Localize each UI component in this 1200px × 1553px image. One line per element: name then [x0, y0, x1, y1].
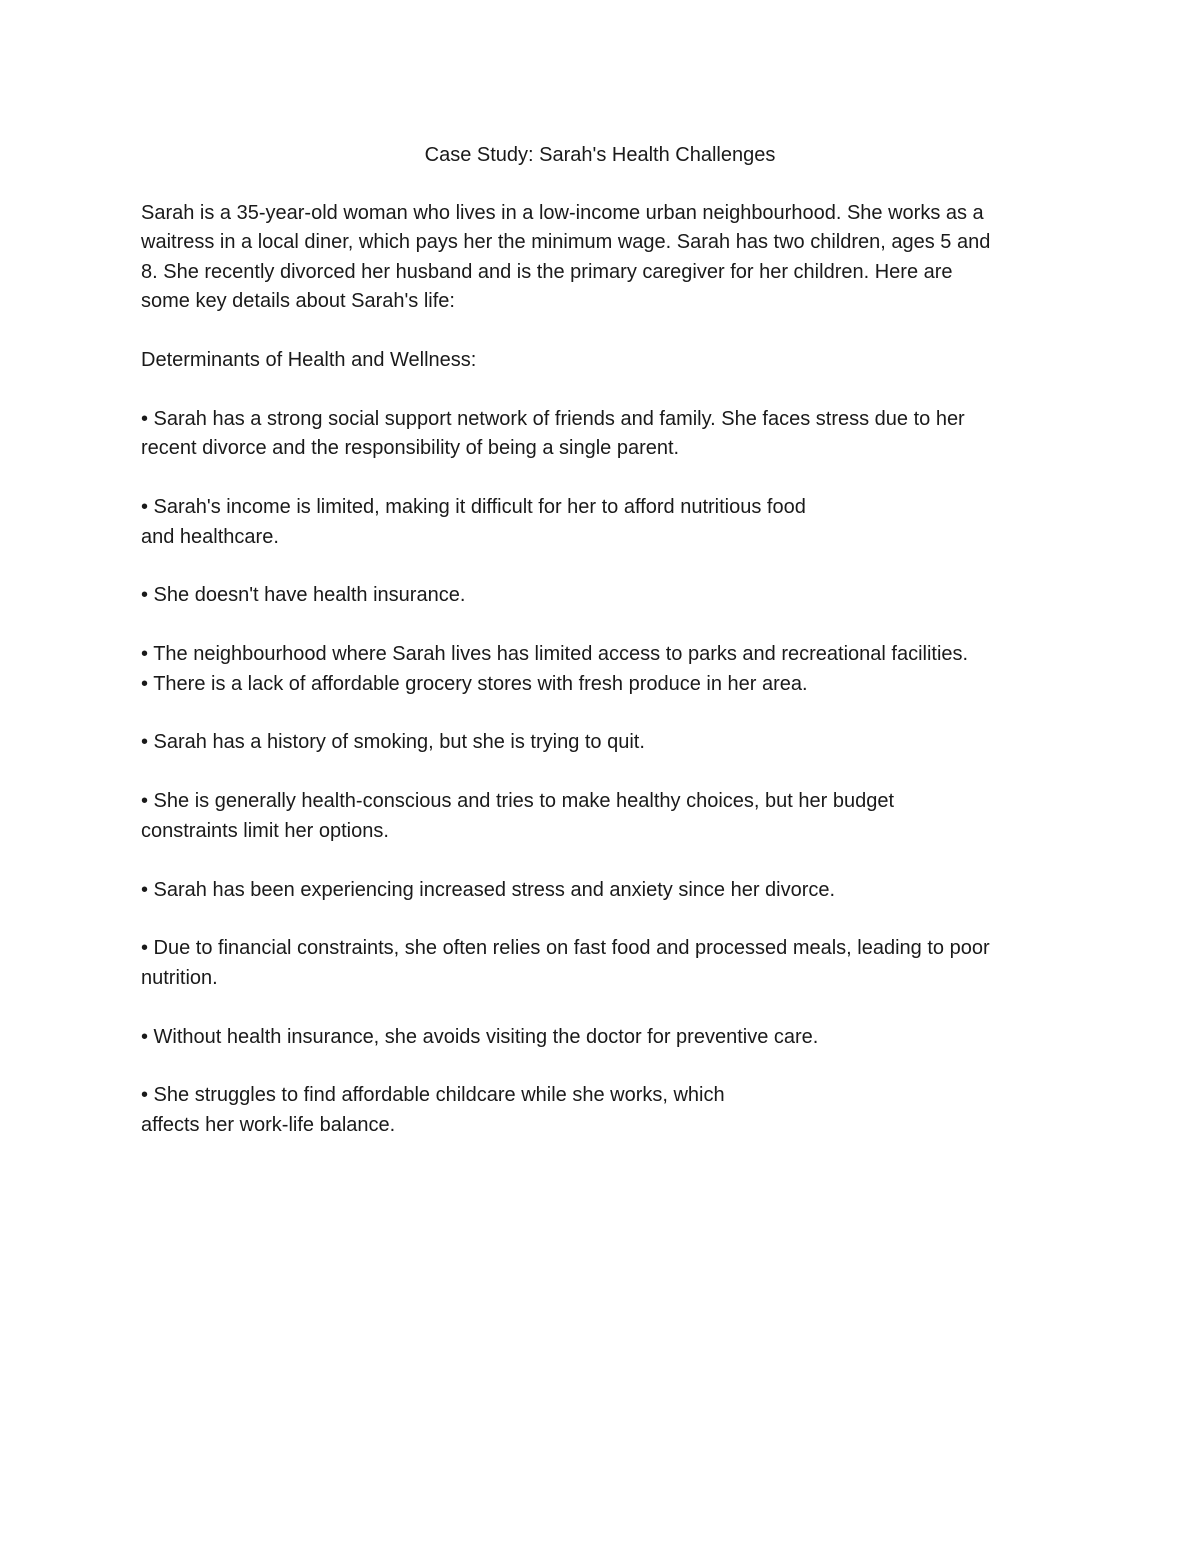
intro-line: some key details about Sarah's life:: [141, 290, 455, 312]
bullet-line: • Sarah's income is limited, making it difficult for her to afford nutritious food: [141, 496, 806, 518]
bullet-line: • Due to financial constraints, she often relies on fast food and processed meals, leading to poor: [141, 937, 990, 959]
bullet-line: • She is generally health-conscious and tries to make healthy choices, but her budget: [141, 790, 894, 812]
bullet-line: affects her work-life balance.: [141, 1114, 396, 1136]
bullet-line: • Without health insurance, she avoids visiting the doctor for preventive care.: [141, 1026, 819, 1048]
bullet-line: nutrition.: [141, 967, 218, 989]
bullet-line: • She struggles to find affordable childcare while she works, which: [141, 1084, 725, 1106]
bullet-line: and healthcare.: [141, 526, 279, 548]
bullet-line: • The neighbourhood where Sarah lives has limited access to parks and recreational facilities.: [141, 643, 969, 665]
bullet-line: • Sarah has been experiencing increased stress and anxiety since her divorce.: [141, 879, 836, 901]
bullet-line: • There is a lack of affordable grocery stores with fresh produce in her area.: [141, 673, 808, 695]
intro-line: 8. She recently divorced her husband and is the primary caregiver for her children. Here are: [141, 261, 953, 283]
document-title: Case Study: Sarah's Health Challenges: [424, 144, 776, 166]
section-heading: Determinants of Health and Wellness:: [141, 349, 477, 371]
intro-line: Sarah is a 35-year-old woman who lives in a low-income urban neighbourhood. She works as a: [141, 202, 984, 224]
bullet-line: recent divorce and the responsibility of being a single parent.: [141, 437, 680, 459]
bullet-line: • Sarah has a strong social support network of friends and family. She faces stress due to her: [141, 408, 965, 430]
intro-line: waitress in a local diner, which pays her the minimum wage. Sarah has two children, ages 5 and: [141, 231, 991, 253]
bullet-line: • She doesn't have health insurance.: [141, 584, 466, 606]
bullet-line: constraints limit her options.: [141, 820, 389, 842]
bullet-line: • Sarah has a history of smoking, but she is trying to quit.: [141, 731, 645, 753]
